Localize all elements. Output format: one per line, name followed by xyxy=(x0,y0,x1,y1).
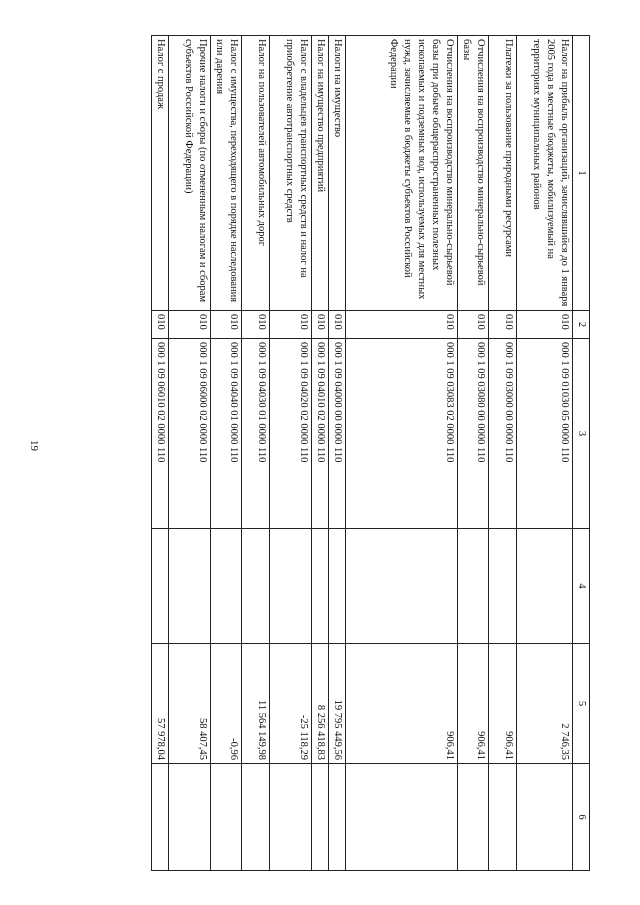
row-kbk: 000 1 09 06010 02 0000 110 xyxy=(152,339,169,529)
row-name: Налог на прибыль организаций, зачислявшийся до 1 января 2005 года в местные бюджеты, мобилизуемый на территориях муниципальных районов xyxy=(517,36,573,311)
row-code: 010 xyxy=(169,311,211,339)
row-code: 010 xyxy=(152,311,169,339)
row-code: 010 xyxy=(211,311,242,339)
row-name: Налог с имущества, переходящего в порядке наследования или дарения xyxy=(211,36,242,311)
table-row xyxy=(346,36,458,871)
row-col4 xyxy=(211,529,242,644)
row-kbk: 000 1 09 03083 02 0000 110 xyxy=(346,339,458,529)
table-row xyxy=(242,36,270,871)
table-row xyxy=(489,36,517,871)
row-kbk: 000 1 09 04040 01 0000 110 xyxy=(211,339,242,529)
row-name: Отчисления на воспроизводство минерально-сырьевой базы при добыче общераспространенных полезных ископаемых и подземных вод, используемых для местных нужд, зачисляемые в бюджеты субъектов Российской Федерации xyxy=(346,36,458,311)
row-col6 xyxy=(152,764,169,871)
row-col4 xyxy=(152,529,169,644)
row-code: 010 xyxy=(517,311,573,339)
row-name: Налог с продаж xyxy=(152,36,169,311)
row-col6 xyxy=(270,764,312,871)
row-name: Налоги на имущество xyxy=(329,36,346,311)
row-col4 xyxy=(329,529,346,644)
row-col6 xyxy=(517,764,573,871)
row-col6 xyxy=(346,764,458,871)
column-header-1: 1 xyxy=(573,36,590,311)
row-name: Налог на имущество предприятий xyxy=(312,36,329,311)
row-kbk: 000 1 09 04030 01 0000 110 xyxy=(242,339,270,529)
table-row xyxy=(458,36,489,871)
row-col5: 58 407,45 xyxy=(169,644,211,764)
row-kbk: 000 1 09 06000 02 0000 110 xyxy=(169,339,211,529)
row-col4 xyxy=(517,529,573,644)
row-code: 010 xyxy=(489,311,517,339)
rotated-table-container xyxy=(151,35,590,870)
table-row xyxy=(329,36,346,871)
row-kbk: 000 1 09 01030 05 0000 110 xyxy=(517,339,573,529)
table-row xyxy=(169,36,211,871)
row-col4 xyxy=(270,529,312,644)
header-row xyxy=(573,36,590,871)
row-name: Налог с владельцев транспортных средств и налог на приобретение автотранспортных средств xyxy=(270,36,312,311)
table-body xyxy=(152,36,573,871)
row-kbk: 000 1 09 04020 02 0000 110 xyxy=(270,339,312,529)
row-col6 xyxy=(169,764,211,871)
column-header-4: 4 xyxy=(573,529,590,644)
row-col5: 19 795 449,56 xyxy=(329,644,346,764)
row-col4 xyxy=(169,529,211,644)
column-header-5: 5 xyxy=(573,644,590,764)
row-kbk: 000 1 09 04000 00 0000 110 xyxy=(329,339,346,529)
row-col5: -25 118,29 xyxy=(270,644,312,764)
row-name: Прочие налоги и сборы (по отмененным налогам и сборам субъектов Российской Федерации) xyxy=(169,36,211,311)
table-row xyxy=(517,36,573,871)
column-header-2: 2 xyxy=(573,311,590,339)
column-header-6: 6 xyxy=(573,764,590,871)
row-col6 xyxy=(329,764,346,871)
table-row xyxy=(211,36,242,871)
row-code: 010 xyxy=(458,311,489,339)
row-col5: -0,96 xyxy=(211,644,242,764)
row-col5: 906,41 xyxy=(458,644,489,764)
row-col5: 57 978,04 xyxy=(152,644,169,764)
row-col4 xyxy=(346,529,458,644)
column-header-3: 3 xyxy=(573,339,590,529)
row-col5: 8 256 418,83 xyxy=(312,644,329,764)
row-kbk: 000 1 09 03080 00 0000 110 xyxy=(458,339,489,529)
table-row xyxy=(312,36,329,871)
row-code: 010 xyxy=(242,311,270,339)
table-row xyxy=(270,36,312,871)
row-col6 xyxy=(489,764,517,871)
row-name: Платежи за пользование природными ресурсами xyxy=(489,36,517,311)
row-col6 xyxy=(312,764,329,871)
row-code: 010 xyxy=(346,311,458,339)
table-row xyxy=(152,36,169,871)
row-col4 xyxy=(242,529,270,644)
row-code: 010 xyxy=(312,311,329,339)
row-col5: 906,41 xyxy=(489,644,517,764)
row-kbk: 000 1 09 03000 00 0000 110 xyxy=(489,339,517,529)
row-col5: 2 746,35 xyxy=(517,644,573,764)
row-code: 010 xyxy=(270,311,312,339)
row-col6 xyxy=(211,764,242,871)
row-col6 xyxy=(242,764,270,871)
row-name: Налог на пользователей автомобильных дорог xyxy=(242,36,270,311)
row-col5: 11 564 149,98 xyxy=(242,644,270,764)
row-name: Отчисления на воспроизводство минерально-сырьевой базы xyxy=(458,36,489,311)
row-col6 xyxy=(458,764,489,871)
row-col5: 906,41 xyxy=(346,644,458,764)
page-number: 19 xyxy=(28,440,40,451)
row-code: 010 xyxy=(329,311,346,339)
row-col4 xyxy=(489,529,517,644)
row-col4 xyxy=(458,529,489,644)
revenue-table xyxy=(151,35,590,871)
row-col4 xyxy=(312,529,329,644)
row-kbk: 000 1 09 04010 02 0000 110 xyxy=(312,339,329,529)
